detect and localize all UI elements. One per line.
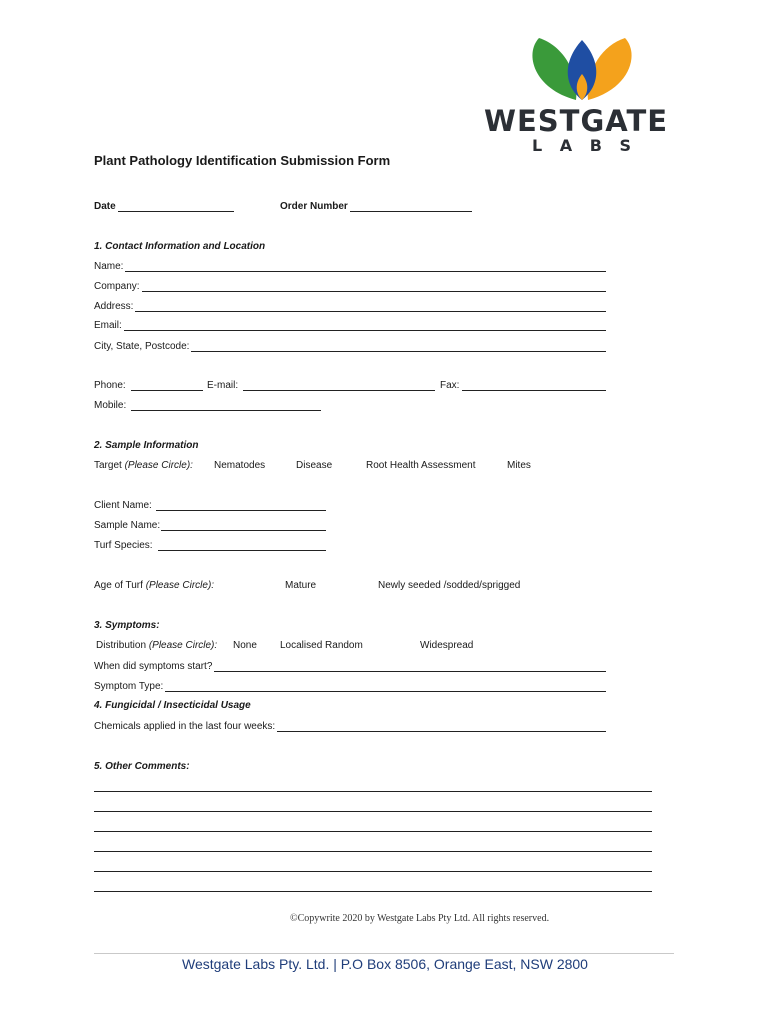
symptoms-start-row: [94, 661, 606, 672]
comment-line[interactable]: [94, 871, 652, 872]
name-label: Name:: [94, 261, 124, 272]
company-label: Company:: [94, 281, 140, 292]
target-option-mites[interactable]: Mites: [507, 460, 531, 471]
fax-field[interactable]: [462, 390, 606, 391]
target-label: [94, 460, 193, 471]
leaf-logo-icon: [484, 34, 680, 104]
comment-line[interactable]: [94, 831, 652, 832]
comment-line[interactable]: [94, 811, 652, 812]
order-number-field[interactable]: [350, 211, 472, 212]
order-number-label: Order Number: [280, 201, 348, 212]
date-label: Date: [94, 201, 116, 212]
email-label: Email:: [94, 320, 122, 331]
target-hint: (Please Circle):: [124, 460, 193, 471]
email-field[interactable]: [124, 321, 606, 331]
turf-species-field[interactable]: [158, 550, 326, 551]
sample-name-label: Sample Name:: [94, 520, 161, 531]
city-field[interactable]: [191, 342, 606, 352]
client-name-field[interactable]: [156, 510, 326, 511]
mobile-field[interactable]: [131, 410, 321, 411]
footer-divider: [94, 953, 674, 954]
turf-species-label: Turf Species:: [94, 540, 153, 551]
address-field[interactable]: [135, 302, 606, 312]
target-option-root-health[interactable]: Root Health Assessment: [366, 460, 476, 471]
comment-line[interactable]: [94, 851, 652, 852]
target-option-nematodes[interactable]: Nematodes: [214, 460, 266, 471]
mobile-label: Mobile:: [94, 400, 127, 411]
fax-label: Fax:: [440, 380, 460, 391]
email-row: [94, 320, 606, 331]
chemicals-row: [94, 721, 606, 732]
symptom-type-row: [94, 681, 606, 692]
symptoms-start-field[interactable]: [214, 662, 606, 672]
logo-subtitle: L A B S: [532, 136, 638, 155]
company-field[interactable]: [142, 282, 606, 292]
phone-field[interactable]: [131, 390, 203, 391]
address-label: Address:: [94, 301, 134, 312]
age-option-mature[interactable]: Mature: [285, 580, 317, 591]
form-title: Plant Pathology Identification Submission Form: [94, 153, 391, 168]
comment-line[interactable]: [94, 791, 652, 792]
section-contact-heading: 1. Contact Information and Location: [94, 241, 266, 252]
target-label-text: Target: [94, 460, 122, 471]
date-field[interactable]: [118, 211, 234, 212]
chemicals-field[interactable]: [277, 722, 606, 732]
name-field[interactable]: [125, 262, 606, 272]
phone-label: Phone:: [94, 380, 126, 391]
client-name-label: Client Name:: [94, 500, 152, 511]
section-comments-heading: 5. Other Comments:: [94, 761, 190, 772]
distribution-option-widespread[interactable]: Widespread: [420, 640, 474, 651]
distribution-label: [96, 640, 217, 651]
city-label: City, State, Postcode:: [94, 341, 190, 352]
distribution-option-none[interactable]: None: [233, 640, 257, 651]
company-row: [94, 281, 606, 292]
distribution-hint: (Please Circle):: [148, 640, 218, 651]
symptom-type-label: Symptom Type:: [94, 681, 164, 692]
email2-label: E-mail:: [207, 380, 239, 391]
footer-address: Westgate Labs Pty. Ltd. | P.O Box 8506, Orange East, NSW 2800: [182, 956, 588, 972]
logo-wordmark: WESTGATE: [484, 104, 669, 138]
age-option-newly-seeded[interactable]: Newly seeded /sodded/sprigged: [378, 580, 521, 591]
sample-name-field[interactable]: [161, 530, 326, 531]
address-row: [94, 301, 606, 312]
comment-line[interactable]: [94, 891, 652, 892]
section-sample-heading: 2. Sample Information: [94, 440, 199, 451]
distribution-label-text: Distribution: [96, 640, 147, 651]
email2-field[interactable]: [243, 390, 435, 391]
city-row: [94, 341, 606, 352]
age-label-text: Age of Turf: [94, 580, 143, 591]
distribution-option-localised[interactable]: Localised Random: [280, 640, 363, 651]
age-of-turf-label: [94, 580, 214, 591]
copyright-notice: ©Copywrite 2020 by Westgate Labs Pty Ltd. All rights reserved.: [290, 913, 550, 924]
age-hint: (Please Circle):: [145, 580, 215, 591]
symptom-type-field[interactable]: [165, 682, 606, 692]
name-row: [94, 261, 606, 272]
target-option-disease[interactable]: Disease: [296, 460, 333, 471]
chemicals-label: Chemicals applied in the last four weeks:: [94, 721, 276, 732]
symptoms-start-label: When did symptoms start?: [94, 661, 213, 672]
logo: [484, 34, 680, 158]
section-usage-heading: 4. Fungicidal / Insecticidal Usage: [94, 700, 251, 711]
section-symptoms-heading: 3. Symptoms:: [94, 620, 160, 631]
